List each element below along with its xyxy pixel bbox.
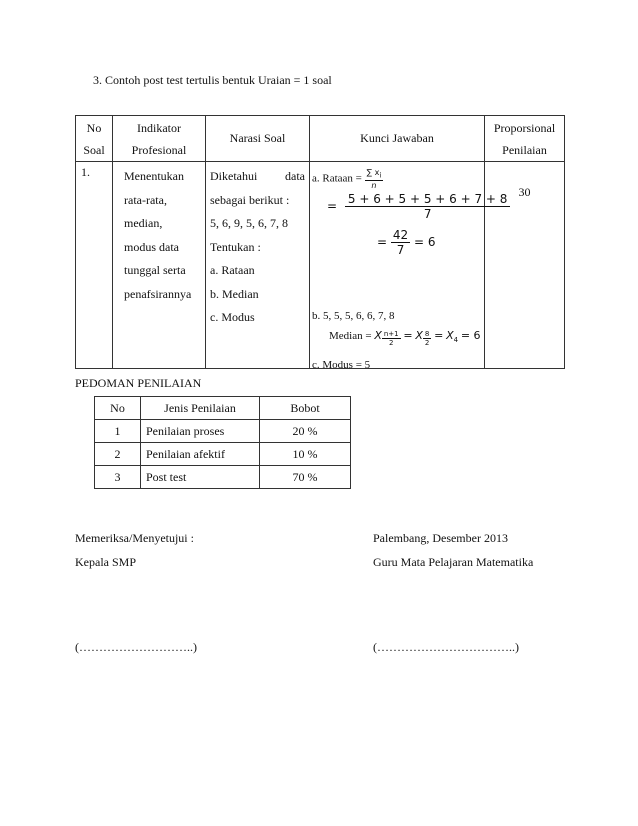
signature-left-line1: Memeriksa/Menyetujui :	[75, 531, 194, 545]
header-kunci-jawaban: Kunci Jawaban	[310, 116, 485, 162]
frac-den: n	[371, 180, 377, 190]
frac-num: 8	[424, 330, 430, 338]
pedoman-cell-jenis: Penilaian afektif	[141, 443, 260, 466]
pedoman-title: PEDOMAN PENILAIAN	[75, 376, 202, 390]
median-result: = 6	[460, 329, 481, 342]
signature-right-line2: Guru Mata Pelajaran Matematika	[373, 555, 534, 569]
frac-den: 2	[424, 339, 430, 347]
narasi-item: c. Modus	[210, 310, 255, 324]
cell-kunci-jawaban	[310, 162, 508, 371]
pedoman-cell-bobot: 10 %	[260, 443, 351, 466]
signature-right-line1: Palembang, Desember 2013	[373, 531, 508, 545]
indikator-line: median,	[124, 216, 163, 230]
result-fraction	[391, 228, 410, 257]
kunci-a-line2	[327, 192, 510, 221]
header-narasi-soal: Narasi Soal	[206, 116, 310, 162]
pedoman-header-row	[95, 397, 351, 420]
table-header-row	[76, 116, 565, 162]
cell-no	[76, 162, 113, 369]
narasi-line1	[210, 165, 305, 189]
header-indikator-line2: Profesional	[131, 143, 187, 157]
cell-narasi	[206, 162, 310, 369]
indikator-line: tunggal serta	[124, 263, 186, 277]
kunci-c: c. Modus = 5	[312, 359, 371, 371]
header-proporsional-line2: Penilaian	[502, 143, 547, 157]
median-x: X	[415, 329, 423, 342]
table-row	[95, 466, 351, 489]
median-subscript-2	[423, 330, 431, 347]
median-x4-sub: 4	[453, 336, 459, 345]
pedoman-cell-bobot: 20 %	[260, 420, 351, 443]
signature-right-blank: (……………………………..)	[373, 640, 519, 654]
header-soal: Soal	[83, 143, 105, 157]
median-x4: X	[446, 329, 454, 342]
cell-indikator	[113, 162, 206, 369]
median-subscript-1	[382, 330, 401, 347]
section-heading: 3. Contoh post test tertulis bentuk Uraian = 1 soal	[93, 73, 332, 87]
narasi-line4: Tentukan :	[210, 239, 261, 254]
kunci-a	[312, 168, 383, 190]
median-label: Median =	[329, 330, 372, 342]
pedoman-table	[94, 396, 351, 489]
pedoman-cell-no: 3	[95, 466, 141, 489]
header-no: No	[86, 121, 102, 135]
table-row	[95, 420, 351, 443]
median-x: X	[374, 329, 382, 342]
narasi-item: a. Rataan	[210, 263, 255, 277]
signature-left-line2: Kepala SMP	[75, 555, 136, 569]
rataan-label: a. Rataan =	[312, 172, 362, 185]
frac-num: 42	[392, 228, 409, 242]
equals: =	[434, 329, 444, 342]
pedoman-cell-jenis: Penilaian proses	[141, 420, 260, 443]
narasi-line2: sebagai berikut :	[210, 192, 290, 207]
pedoman-cell-no: 1	[95, 420, 141, 443]
equals: =	[377, 235, 388, 249]
pedoman-header-bobot: Bobot	[260, 397, 351, 420]
header-indikator	[113, 116, 206, 162]
pedoman-cell-jenis: Post test	[141, 466, 260, 489]
narasi-text: data	[285, 169, 305, 183]
indikator-line: penafsirannya	[124, 286, 192, 301]
pedoman-header-jenis: Jenis Penilaian	[141, 397, 260, 420]
table-row	[76, 162, 565, 369]
frac-num: ∑ x	[366, 168, 380, 177]
header-proporsional	[485, 116, 565, 162]
narasi-item: b. Median	[210, 286, 259, 301]
pedoman-cell-no: 2	[95, 443, 141, 466]
header-no-soal	[76, 116, 113, 162]
frac-sub: i	[379, 171, 382, 180]
kunci-b: b. 5, 5, 5, 6, 6, 7, 8	[312, 310, 395, 322]
indikator-line: rata-rata,	[124, 192, 167, 207]
frac-den: 7	[396, 243, 405, 257]
indikator-line: Menentukan	[124, 169, 184, 183]
post-test-table	[75, 115, 565, 369]
equals: =	[403, 329, 413, 342]
frac-num: 5 + 6 + 5 + 5 + 6 + 7 + 8	[345, 192, 511, 207]
narasi-line3: 5, 6, 9, 5, 6, 7, 8	[210, 216, 288, 230]
frac-den: 2	[389, 339, 394, 347]
pedoman-header-no: No	[95, 397, 141, 420]
signature-left-blank: (………………………..)	[75, 640, 197, 654]
header-indikator-line1: Indikator	[137, 121, 181, 135]
kunci-a-line3	[377, 228, 436, 257]
sum-expression-fraction	[345, 192, 511, 221]
header-proporsional-line1: Proporsional	[493, 121, 556, 135]
narasi-text: Diketahui	[210, 169, 258, 183]
result-value: = 6	[414, 235, 436, 249]
indikator-line: modus data	[124, 239, 179, 254]
table-row	[95, 443, 351, 466]
proporsional-value: 30	[518, 185, 531, 199]
kunci-median	[329, 329, 481, 347]
sum-fraction	[365, 168, 384, 190]
frac-num: n+1	[383, 330, 399, 338]
frac-den: 7	[423, 207, 432, 221]
row-number: 1.	[81, 165, 90, 179]
equals: =	[327, 199, 338, 213]
pedoman-cell-bobot: 70 %	[260, 466, 351, 489]
